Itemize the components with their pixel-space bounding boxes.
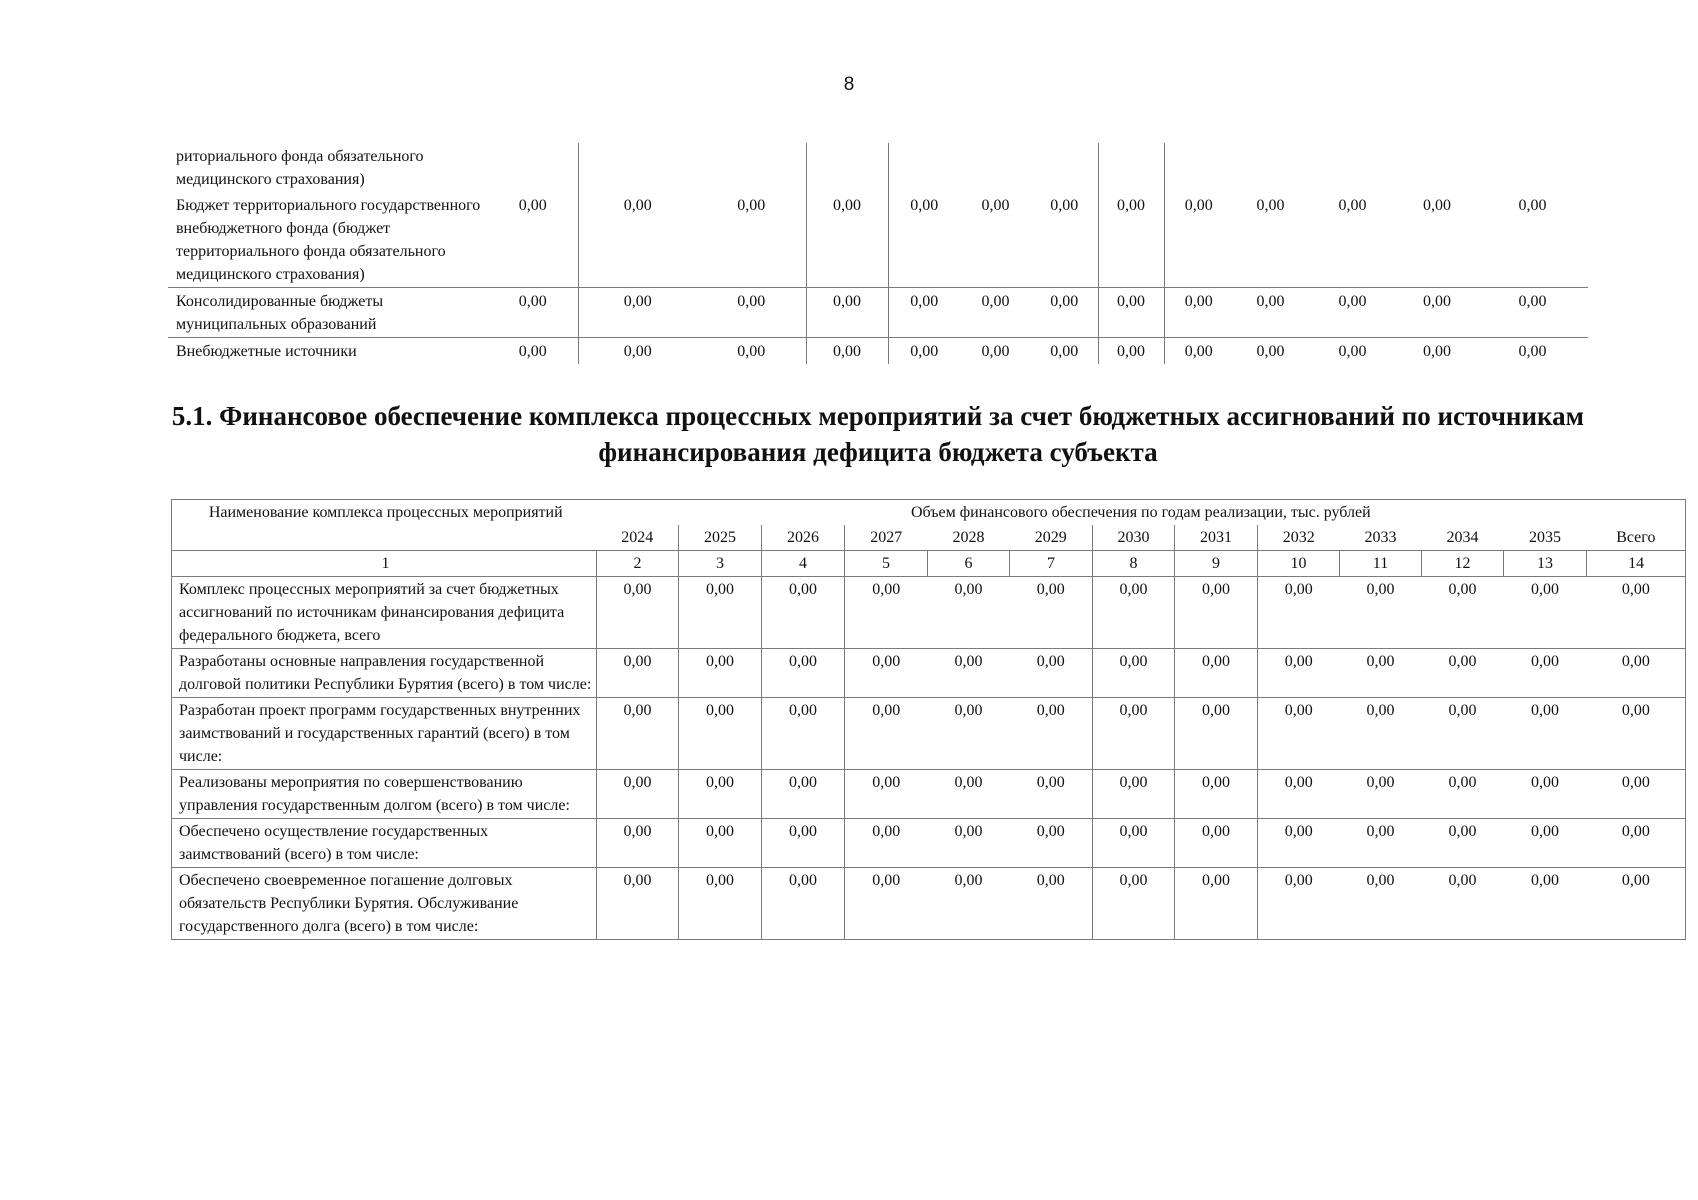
- value-cell: 0,00: [1587, 819, 1686, 868]
- value-cell: 0,00: [960, 288, 1031, 338]
- value-cell: 0,00: [1010, 649, 1093, 698]
- value-cell: 0,00: [1258, 577, 1340, 649]
- value-cell: [488, 143, 578, 192]
- value-cell: 0,00: [518, 197, 547, 214]
- value-cell: 0,00: [1093, 698, 1175, 770]
- value-cell: 0,00: [597, 770, 679, 819]
- value-cell: [1397, 143, 1477, 192]
- value-cell: 0,00: [1308, 288, 1397, 338]
- top-table-row: [168, 143, 1588, 192]
- value-cell: 0,00: [1518, 197, 1547, 214]
- value-cell: 0,00: [1422, 868, 1504, 940]
- value-cell: 0,00: [1093, 868, 1175, 940]
- value-cell: 0,00: [1093, 577, 1175, 649]
- row-name: Комплекс процессных мероприятий за счет бюджетных ассигнований по источникам финансирования дефицита федерального бюджета, всего: [172, 577, 597, 649]
- value-cell: 0,00: [1504, 649, 1587, 698]
- value-cell: 0,00: [845, 698, 928, 770]
- value-cell: [888, 143, 960, 192]
- column-number: 9: [1175, 551, 1258, 577]
- name-header: Наименование комплекса процессных мероприятий: [172, 500, 597, 551]
- value-cell: [960, 143, 1031, 192]
- value-cell: 0,00: [1422, 770, 1504, 819]
- value-cell: 0,00: [1504, 868, 1587, 940]
- value-cell: 0,00: [1477, 338, 1588, 365]
- page-number: 8: [843, 74, 855, 95]
- value-cell: 0,00: [488, 288, 578, 338]
- row-name: Разработаны основные направления государственной долговой политики Республики Бурятия (всего) в том числе:: [172, 649, 597, 698]
- value-cell: 0,00: [1340, 770, 1422, 819]
- value-cell: 0,00: [1587, 649, 1686, 698]
- value-cell: 0,00: [1340, 577, 1422, 649]
- value-cell: 0,00: [597, 649, 679, 698]
- top-continuation-table: [168, 143, 1588, 364]
- year-header: 2034: [1446, 529, 1479, 546]
- column-number: 7: [1010, 551, 1093, 577]
- value-cell: 0,00: [1308, 338, 1397, 365]
- value-cell: 0,00: [1233, 288, 1308, 338]
- value-cell: 0,00: [1338, 197, 1367, 214]
- column-number: 6: [928, 551, 1010, 577]
- value-cell: 0,00: [981, 197, 1010, 214]
- column-number: 1: [172, 551, 597, 577]
- table-row: [172, 770, 1686, 819]
- value-cell: 0,00: [1422, 649, 1504, 698]
- value-cell: 0,00: [597, 819, 679, 868]
- value-cell: [697, 143, 806, 192]
- value-cell: 0,00: [1258, 770, 1340, 819]
- value-cell: 0,00: [1010, 868, 1093, 940]
- value-cell: 0,00: [1098, 192, 1164, 288]
- column-number: 11: [1340, 551, 1422, 577]
- value-cell: 0,00: [1031, 338, 1098, 365]
- value-cell: [1308, 143, 1397, 192]
- value-cell: 0,00: [1340, 819, 1422, 868]
- column-number: 10: [1258, 551, 1340, 577]
- column-number: 13: [1504, 551, 1587, 577]
- value-cell: [806, 143, 888, 192]
- value-cell: 0,00: [1422, 819, 1504, 868]
- value-cell: 0,00: [1504, 770, 1587, 819]
- value-cell: 0,00: [1258, 698, 1340, 770]
- year-header: 2033: [1364, 529, 1397, 546]
- column-number: 4: [762, 551, 845, 577]
- value-cell: 0,00: [1258, 868, 1340, 940]
- financing-table: [171, 499, 1686, 940]
- value-cell: 0,00: [845, 577, 928, 649]
- value-cell: 0,00: [1093, 770, 1175, 819]
- value-cell: 0,00: [1175, 819, 1258, 868]
- value-cell: 0,00: [762, 819, 845, 868]
- value-cell: 0,00: [762, 577, 845, 649]
- value-cell: 0,00: [1258, 819, 1340, 868]
- value-cell: 0,00: [1031, 288, 1098, 338]
- year-header: 2035: [1529, 529, 1561, 546]
- value-cell: 0,00: [597, 577, 679, 649]
- column-number: 8: [1093, 551, 1175, 577]
- value-cell: 0,00: [845, 649, 928, 698]
- value-cell: 0,00: [845, 770, 928, 819]
- row-name: риториального фонда обязательного медицинского страхования): [176, 148, 424, 188]
- value-cell: 0,00: [1010, 770, 1093, 819]
- value-cell: 0,00: [1175, 698, 1258, 770]
- value-cell: 0,00: [1397, 288, 1477, 338]
- value-cell: [1164, 143, 1233, 192]
- column-number: 2: [597, 551, 679, 577]
- value-cell: 0,00: [1340, 698, 1422, 770]
- value-cell: 0,00: [597, 868, 679, 940]
- value-cell: 0,00: [679, 698, 762, 770]
- value-cell: 0,00: [597, 698, 679, 770]
- year-header: 2025: [679, 525, 762, 551]
- value-cell: 0,00: [1422, 698, 1504, 770]
- value-cell: 0,00: [1504, 577, 1587, 649]
- value-cell: [578, 143, 697, 192]
- row-name: Обеспечено своевременное погашение долговых обязательств Республики Бурятия. Обслуживание государственного долга (всего) в том числе:: [172, 868, 597, 940]
- value-cell: 0,00: [762, 868, 845, 940]
- value-cell: 0,00: [1504, 819, 1587, 868]
- value-cell: 0,00: [697, 288, 806, 338]
- column-number: 5: [845, 551, 928, 577]
- value-cell: 0,00: [762, 698, 845, 770]
- value-cell: 0,00: [1093, 649, 1175, 698]
- value-cell: 0,00: [737, 197, 766, 214]
- year-header: 2031: [1175, 525, 1258, 551]
- value-cell: [1477, 143, 1588, 192]
- table-row: [172, 698, 1686, 770]
- value-cell: 0,00: [1422, 577, 1504, 649]
- value-cell: 0,00: [888, 338, 960, 365]
- section-title: 5.1. Финансовое обеспечение комплекса процессных мероприятий за счет бюджетных ассигнований по источникам финансирования дефицита бюджета субъекта: [171, 401, 1585, 467]
- value-cell: 0,00: [1050, 197, 1079, 214]
- value-cell: [1031, 143, 1098, 192]
- top-table-row: [168, 288, 1588, 338]
- value-cell: 0,00: [1340, 868, 1422, 940]
- value-cell: 0,00: [928, 770, 1010, 819]
- value-cell: 0,00: [888, 192, 960, 288]
- value-cell: 0,00: [1340, 649, 1422, 698]
- value-cell: 0,00: [1164, 288, 1233, 338]
- value-cell: 0,00: [1164, 192, 1233, 288]
- value-cell: 0,00: [888, 288, 960, 338]
- row-name: Бюджет территориального государственного внебюджетного фонда (бюджет территориального фонда обязательного медицинского страхования): [176, 197, 481, 283]
- value-cell: 0,00: [1175, 868, 1258, 940]
- column-number-row: [172, 551, 1686, 577]
- value-cell: 0,00: [578, 192, 697, 288]
- value-cell: 0,00: [1175, 770, 1258, 819]
- value-cell: 0,00: [1010, 819, 1093, 868]
- value-cell: 0,00: [1397, 338, 1477, 365]
- value-cell: 0,00: [1587, 770, 1686, 819]
- value-cell: 0,00: [928, 819, 1010, 868]
- value-cell: [1233, 143, 1308, 192]
- value-cell: 0,00: [1258, 649, 1340, 698]
- value-cell: 0,00: [845, 819, 928, 868]
- value-cell: 0,00: [1093, 819, 1175, 868]
- value-cell: 0,00: [1587, 698, 1686, 770]
- value-cell: 0,00: [1098, 288, 1164, 338]
- value-cell: 0,00: [1233, 338, 1308, 365]
- value-cell: 0,00: [488, 338, 578, 365]
- value-cell: 0,00: [806, 192, 888, 288]
- value-cell: 0,00: [845, 868, 928, 940]
- row-name: Реализованы мероприятия по совершенствованию управления государственным долгом (всего) в том числе:: [172, 770, 597, 819]
- table-row: [172, 819, 1686, 868]
- year-header: Всего: [1616, 529, 1656, 546]
- value-cell: 0,00: [697, 338, 806, 365]
- year-header: 2032: [1258, 525, 1340, 551]
- value-cell: 0,00: [1587, 577, 1686, 649]
- year-header: 2029: [1034, 529, 1067, 546]
- value-cell: 0,00: [679, 770, 762, 819]
- table-row: [172, 649, 1686, 698]
- year-header: 2027: [845, 525, 928, 551]
- row-name: Разработан проект программ государственных внутренних заимствований и государственных гарантий (всего) в том числе:: [172, 698, 597, 770]
- value-cell: 0,00: [762, 770, 845, 819]
- row-name: Внебюджетные источники: [168, 338, 488, 365]
- value-cell: 0,00: [928, 868, 1010, 940]
- header-row-1: [172, 500, 1686, 526]
- value-cell: 0,00: [1504, 698, 1587, 770]
- table-row: [172, 577, 1686, 649]
- value-cell: 0,00: [928, 577, 1010, 649]
- value-cell: 0,00: [679, 577, 762, 649]
- value-cell: 0,00: [806, 338, 888, 365]
- value-cell: [1098, 143, 1164, 192]
- value-cell: 0,00: [1175, 649, 1258, 698]
- value-cell: 0,00: [679, 868, 762, 940]
- value-cell: 0,00: [1164, 338, 1233, 365]
- value-cell: 0,00: [762, 649, 845, 698]
- row-name: Консолидированные бюджеты муниципальных образований: [168, 288, 488, 338]
- top-table-row: [168, 192, 1588, 288]
- value-cell: 0,00: [960, 338, 1031, 365]
- value-cell: 0,00: [679, 819, 762, 868]
- value-cell: 0,00: [578, 338, 697, 365]
- value-cell: 0,00: [1098, 338, 1164, 365]
- value-cell: 0,00: [1423, 197, 1451, 214]
- value-cell: 0,00: [1256, 197, 1285, 214]
- value-cell: 0,00: [928, 698, 1010, 770]
- column-number: 3: [679, 551, 762, 577]
- value-cell: 0,00: [679, 649, 762, 698]
- year-header: 2026: [762, 525, 845, 551]
- value-cell: 0,00: [806, 288, 888, 338]
- value-cell: 0,00: [1010, 698, 1093, 770]
- value-cell: 0,00: [1175, 577, 1258, 649]
- year-header: 2024: [621, 529, 654, 546]
- top-table-row: [168, 338, 1588, 365]
- volume-header: Объем финансового обеспечения по годам реализации, тыс. рублей: [597, 500, 1686, 526]
- value-cell: 0,00: [578, 288, 697, 338]
- value-cell: 0,00: [1587, 868, 1686, 940]
- year-header: 2028: [952, 529, 985, 546]
- value-cell: 0,00: [1010, 577, 1093, 649]
- year-header: 2030: [1093, 525, 1175, 551]
- value-cell: 0,00: [1477, 288, 1588, 338]
- row-name: Обеспечено осуществление государственных заимствований (всего) в том числе:: [172, 819, 597, 868]
- table-row: [172, 868, 1686, 940]
- column-number: 12: [1422, 551, 1504, 577]
- column-number: 14: [1587, 551, 1686, 577]
- value-cell: 0,00: [928, 649, 1010, 698]
